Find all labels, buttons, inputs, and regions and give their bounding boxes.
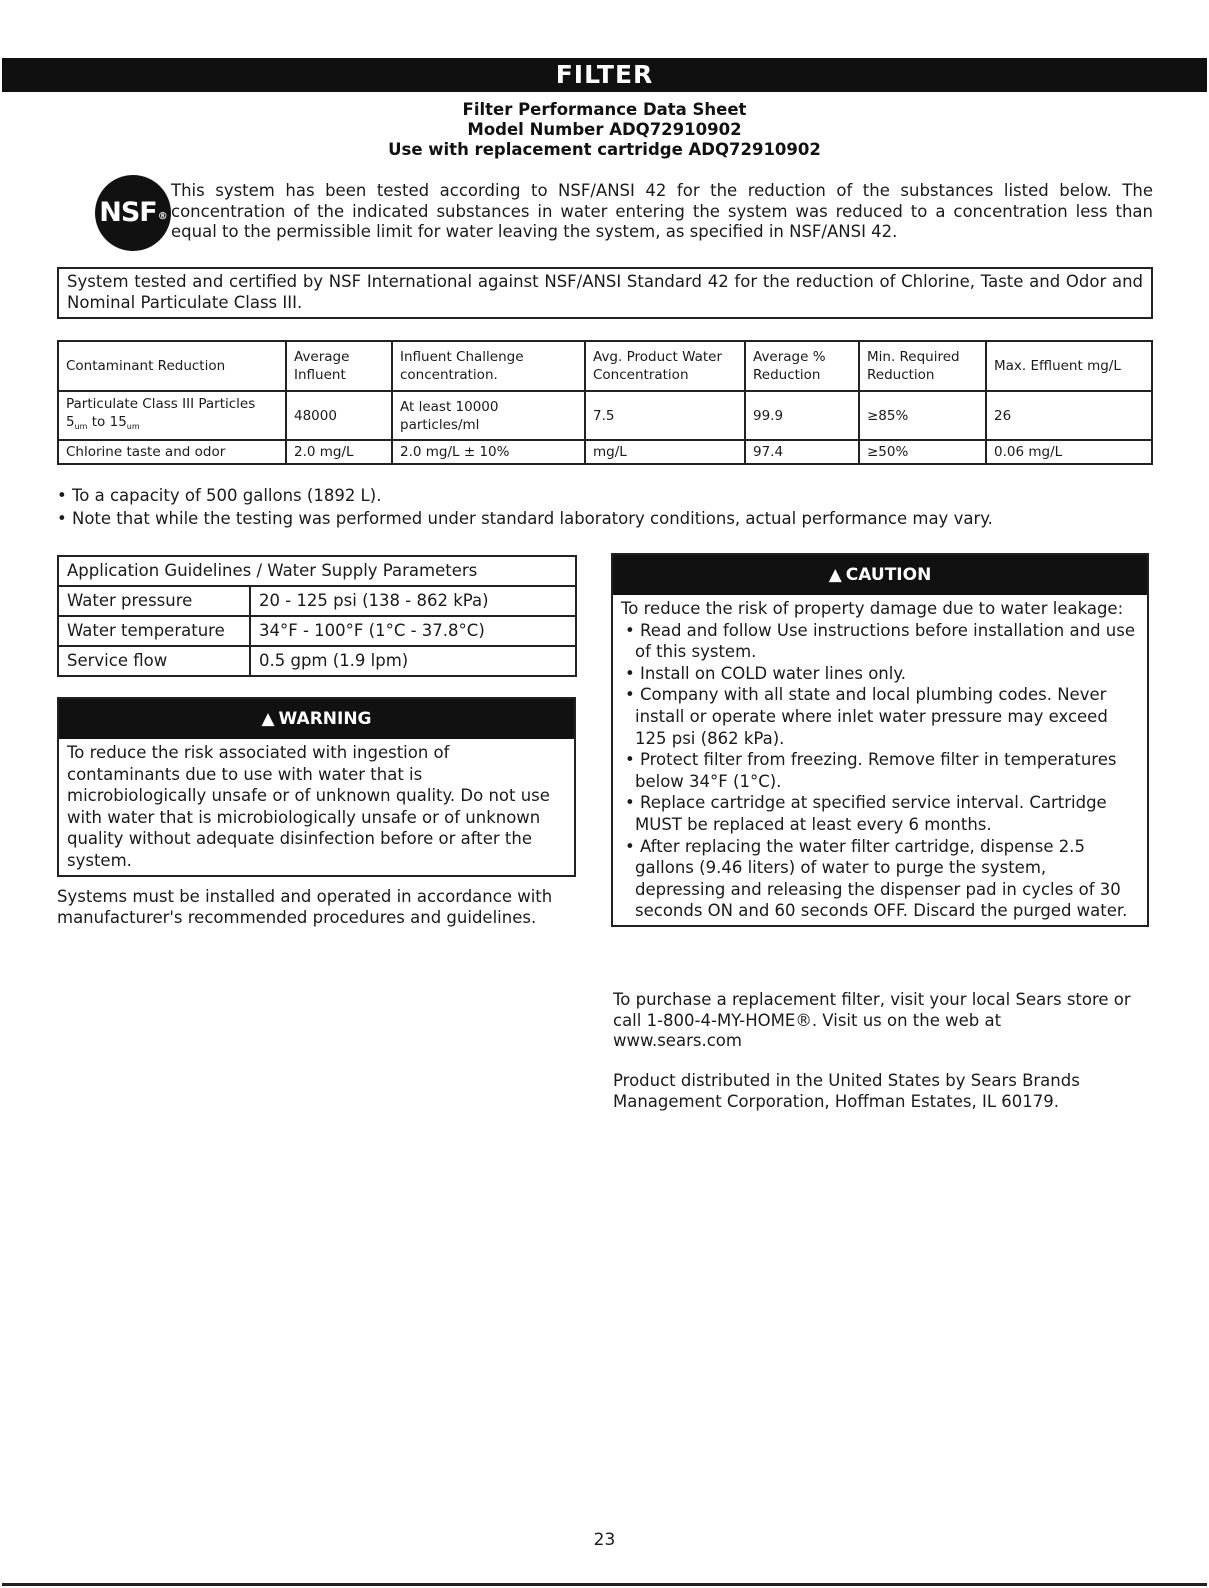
list-item: • Protect filter from freezing. Remove filter in temperatures below 34°F (1°C). [625,750,1117,791]
table-header: Contaminant Reduction [58,341,286,391]
caution-intro: To reduce the risk of property damage due to water leakage: [621,599,1124,618]
table-cell: 2.0 mg/L ± 10% [392,440,585,464]
intro-paragraph: This system has been tested according to NSF/ANSI 42 for the reduction of the substances listed below. The concentration of the indicated substances in water entering the system was reduced to a concentration less than equal to the permissible limit for water leaving the system, as specified in NSF/ANSI 42. [171,181,1153,241]
warning-triangle-icon: ▲ [261,709,275,729]
distributor-note: Product distributed in the United States by Sears Brands Management Corporation, Hoffman Estates, IL 60179. [613,1071,1080,1111]
list-item: • Install on COLD water lines only. [625,663,907,683]
table-cell: 0.5 gpm (1.9 lpm) [250,646,576,676]
table-cell: Service flow [58,646,250,676]
table-header: Application Guidelines / Water Supply Parameters [58,556,576,586]
performance-table [57,340,1153,465]
warning-title: WARNING [278,709,372,729]
application-guidelines-table [57,555,577,677]
section-title: FILTER [555,60,654,89]
nsf-logo: NSF® [95,175,171,251]
caution-header [613,555,1147,595]
table-row [58,646,576,676]
table-cell: ≥50% [859,440,986,464]
table-header: Influent Challenge concentration. [392,341,585,391]
table-header: Average % Reduction [745,341,859,391]
table-cell: ≥85% [859,391,986,440]
warning-triangle-icon: ▲ [828,565,842,585]
table-cell: 48000 [286,391,392,440]
certification-box: System tested and certified by NSF International against NSF/ANSI Standard 42 for the reduction of Chlorine, Taste and Odor and Nominal Particulate Class III. [57,267,1153,319]
list-item: • Company with all state and local plumbing codes. Never install or operate where inlet water pressure may exceed 125 psi (862 kPa). [625,685,1108,748]
warning-text: To reduce the risk associated with ingestion of contaminants due to use with water that is microbiologically unsafe or of unknown quality. Do not use with water that is microbiologically unsafe or of unknown quality without adequate disinfection before or after the system. [67,743,550,870]
warning-box [57,697,576,877]
performance-notes [57,484,1157,530]
sheet-title: Filter Performance Data Sheet [462,100,747,119]
table-header: Max. Effluent mg/L [986,341,1152,391]
note-capacity: • To a capacity of 500 gallons (1892 L). [57,486,382,505]
model-number: Model Number ADQ72910902 [467,120,742,139]
note-conditions: • Note that while the testing was performed under standard laboratory conditions, actual performance may vary. [57,509,993,528]
table-cell: 99.9 [745,391,859,440]
table-row [58,391,1152,440]
table-cell: 26 [986,391,1152,440]
table-header: Average Influent [286,341,392,391]
bottom-rule [2,1583,1207,1586]
table-row [58,556,576,586]
table-cell: Water temperature [58,616,250,646]
table-cell: mg/L [585,440,745,464]
table-cell: Chlorine taste and odor [58,440,286,464]
table-cell: 7.5 [585,391,745,440]
table-cell: 20 - 125 psi (138 - 862 kPa) [250,586,576,616]
list-item: • After replacing the water filter cartridge, dispense 2.5 gallons (9.46 liters) of water to purge the system, depressing and releasing the dispenser pad in cycles of 30 seconds ON and 60 seconds OFF. Discard the purged water. [625,836,1128,921]
list-item: • Read and follow Use instructions before installation and use of this system. [625,620,1136,662]
table-cell: 2.0 mg/L [286,440,392,464]
table-cell: Particulate Class III Particles $5_{um}$ to $15_{um}$ [58,391,286,440]
table-row [58,586,576,616]
table-cell: 0.06 mg/L [986,440,1152,464]
table-cell: Water pressure [58,586,250,616]
table-row [58,616,576,646]
table-cell: At least 10000 particles/ml [392,391,585,440]
warning-header [59,699,574,739]
page-number: 23 [593,1530,616,1550]
table-cell: 97.4 [745,440,859,464]
caution-title: CAUTION [845,565,932,585]
install-note: Systems must be installed and operated in accordance with manufacturer's recommended procedures and guidelines. [57,887,553,927]
table-header: Avg. Product Water Concentration [585,341,745,391]
purchase-note: To purchase a replacement filter, visit your local Sears store or call 1-800-4-MY-HOME®. Visit us on the web at www.sears.com [613,990,1131,1050]
caution-list [621,620,1139,922]
table-header: Min. Required Reduction [859,341,986,391]
table-cell: 34°F - 100°F (1°C - 37.8°C) [250,616,576,646]
section-title-bar [2,58,1207,92]
cartridge-line: Use with replacement cartridge ADQ72910902 [388,140,821,159]
caution-box [611,553,1149,927]
table-row [58,440,1152,464]
list-item: • Replace cartridge at specified service interval. Cartridge MUST be replaced at least every 6 months. [625,793,1107,834]
table-header-row [58,341,1152,391]
